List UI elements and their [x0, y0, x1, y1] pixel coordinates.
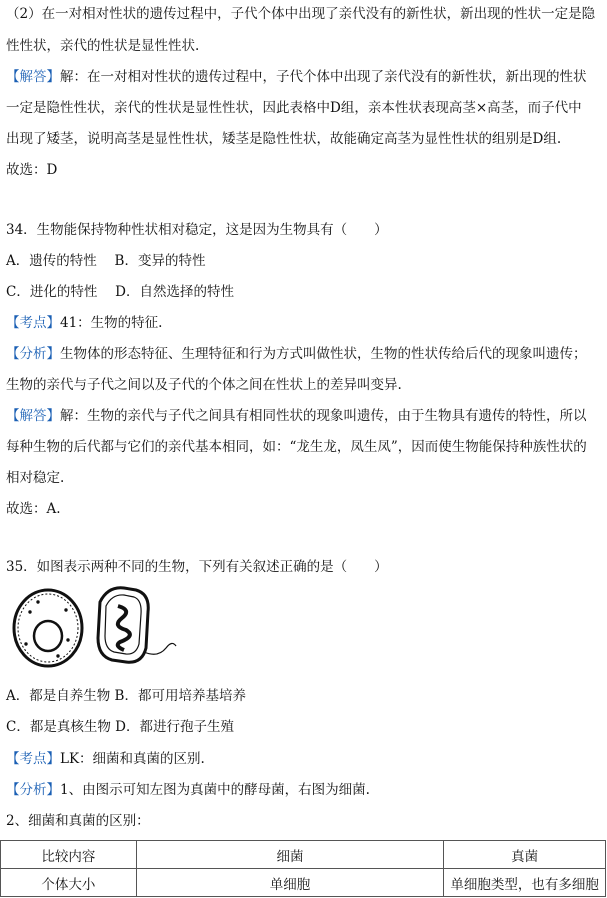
bacteria-fungi-comparison-table: [0, 840, 606, 897]
table-row: [1, 869, 606, 897]
table-cell: 个体大小: [1, 869, 137, 897]
q35-fenxi-line1: [6, 780, 603, 800]
q34-options-line2: C．进化的特性 D．自然选择的特性: [6, 284, 234, 300]
q35-options-line2: C．都是真核生物 D．都进行孢子生殖: [6, 719, 234, 735]
fenxi-tag: 【分析】: [6, 346, 60, 362]
q34-choice: 故选：A.: [6, 501, 61, 517]
q33-line1: （2）在一对相对性状的遗传过程中，子代个体中出现了亲代没有的新性状，新出现的性状一定是隐: [6, 6, 596, 22]
q35-question: 35．如图表示两种不同的生物，下列有关叙述正确的是（ ）: [6, 559, 388, 575]
q35-options-line1: A．都是自养生物 B．都可用培养基培养: [6, 688, 246, 704]
q34-kaodian: [6, 313, 603, 333]
yeast-bacteria-figure: [8, 582, 178, 670]
table-cell: 单细胞: [136, 869, 443, 897]
fenxi-tag: 【分析】: [6, 782, 60, 798]
table-header-cell: 比较内容: [1, 841, 137, 869]
q34-answer-line2: 每种生物的后代都与它们的亲代基本相同，如：“龙生龙，凤生凤”，因而使生物能保持种族性状的: [6, 439, 587, 455]
answer-text: 解：生物的亲代与子代之间具有相同性状的现象叫遗传，由于生物具有遗传的特性，所以: [60, 408, 587, 424]
q33-answer-line1: [6, 67, 603, 87]
kaodian-tag: 【考点】: [6, 315, 60, 331]
yeast-cell-drawing: [14, 590, 82, 666]
q35-fenxi-line2: 2、细菌和真菌的区别：: [6, 813, 150, 829]
answer-tag: 【解答】: [6, 69, 60, 85]
table-header-cell: 细菌: [136, 841, 443, 869]
answer-tag: 【解答】: [6, 408, 60, 424]
q33-answer-line3: 出现了矮茎，说明高茎是显性性状，矮茎是隐性性状，故能确定高茎为显性性状的组别是D组.: [6, 131, 562, 147]
q34-answer-line1: [6, 406, 603, 426]
kaodian-text: LK：细菌和真菌的区别.: [60, 751, 205, 767]
q33-line2: 性性状，亲代的性状是显性性状.: [6, 38, 200, 54]
table-header-row: [1, 841, 606, 869]
q33-answer-line2: 一定是隐性性状，亲代的性状是显性性状，因此表格中D组，亲本性状表现高茎×高茎，而子代中: [6, 100, 582, 116]
q34-options-line1: A．遗传的特性 B．变异的特性: [6, 253, 206, 269]
q35-kaodian: [6, 749, 603, 769]
fenxi-text: 生物体的形态特征、生理特征和行为方式叫做性状，生物的性状传给后代的现象叫遗传；: [60, 346, 587, 362]
kaodian-tag: 【考点】: [6, 751, 60, 767]
fenxi-text: 1、由图示可知左图为真菌中的酵母菌，右图为细菌.: [60, 782, 370, 798]
q33-choice: 故选：D: [6, 162, 58, 178]
kaodian-text: 41：生物的特征.: [60, 315, 163, 331]
q34-fenxi-line1: [6, 344, 603, 364]
q34-fenxi-line2: 生物的亲代与子代之间以及子代的个体之间在性状上的差异叫变异.: [6, 377, 402, 393]
q34-answer-line3: 相对稳定.: [6, 470, 65, 486]
table-header-cell: 真菌: [444, 841, 606, 869]
bacterium-drawing: [98, 588, 176, 662]
answer-text: 解：在一对相对性状的遗传过程中，子代个体中出现了亲代没有的新性状，新出现的性状: [60, 69, 587, 85]
q34-question: 34．生物能保持物种性状相对稳定，这是因为生物具有（ ）: [6, 222, 388, 238]
table-cell: 单细胞类型，也有多细胞: [444, 869, 606, 897]
